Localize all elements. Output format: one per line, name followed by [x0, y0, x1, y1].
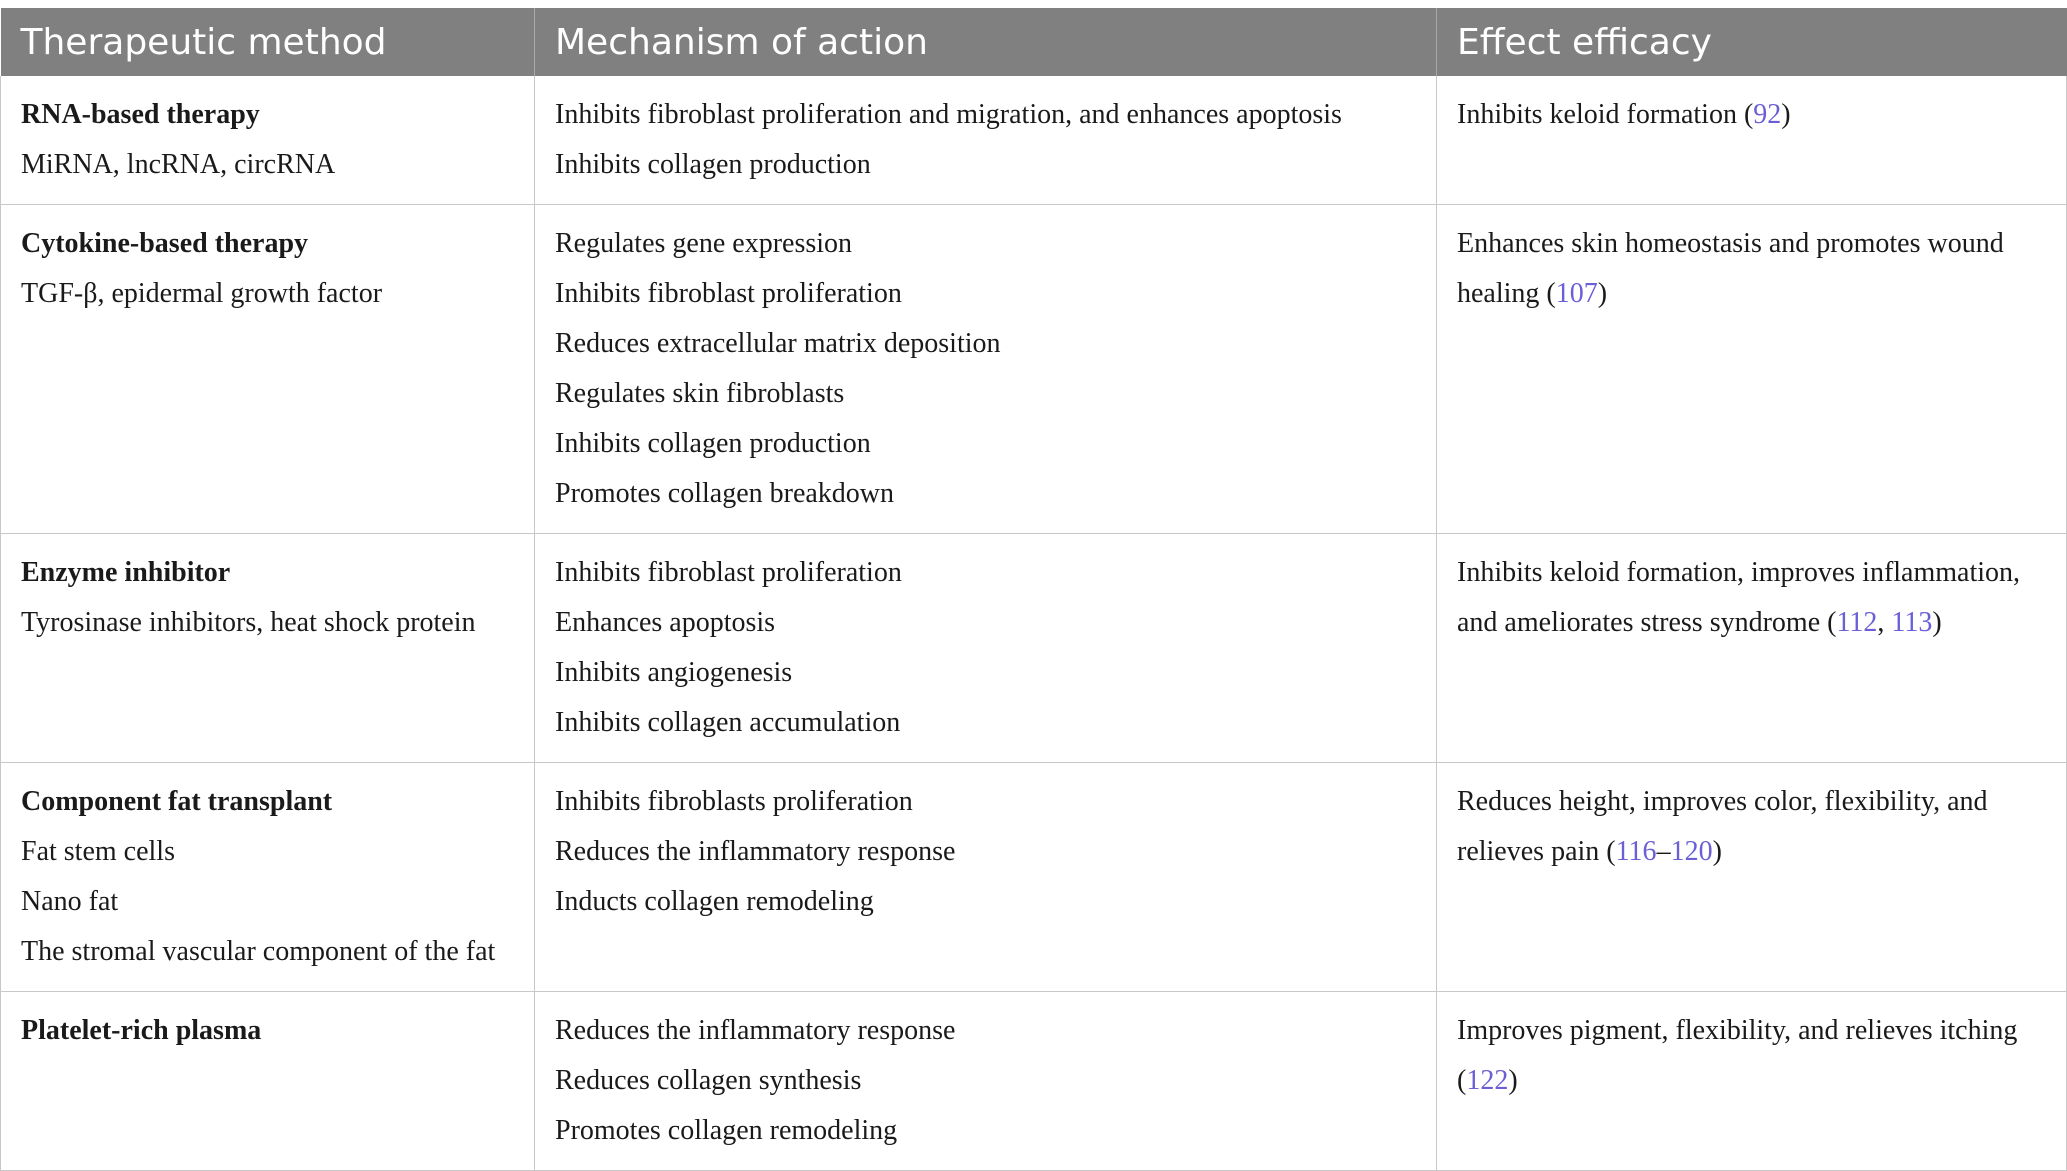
- table-row: [1, 763, 2067, 992]
- reference-close: ): [1932, 607, 1942, 638]
- table-row: [1, 205, 2067, 534]
- method-item: MiRNA, lncRNA, circRNA: [21, 149, 336, 180]
- reference-close: ): [1712, 836, 1722, 867]
- method-title: Enzyme inhibitor: [21, 557, 231, 588]
- mechanism-item: Regulates skin fibroblasts: [555, 378, 845, 409]
- effect-description: Improves pigment, flexibility, and relieves itching (: [1457, 1015, 2018, 1096]
- method-cell: [1, 763, 535, 992]
- mechanism-item: Inhibits fibroblast proliferation and migration, and enhances apoptosis: [555, 99, 1342, 130]
- mechanism-cell: [535, 534, 1437, 763]
- mechanism-item: Enhances apoptosis: [555, 607, 776, 638]
- effect-text: [1457, 777, 2046, 877]
- mechanism-item: Promotes collagen remodeling: [555, 1115, 898, 1146]
- reference-close: ): [1597, 278, 1608, 309]
- effect-description: Inhibits keloid formation, improves inflammation, and ameliorates stress syndrome (: [1457, 557, 2021, 638]
- mechanism-item: Reduces collagen synthesis: [555, 1065, 862, 1096]
- table-body: [1, 76, 2067, 1171]
- reference-link[interactable]: 113: [1891, 607, 1933, 638]
- effect-description: Enhances skin homeostasis and promotes wound healing (: [1457, 228, 2004, 309]
- method-item: Nano fat: [21, 886, 119, 917]
- header-mechanism-of-action: Mechanism of action: [535, 8, 1437, 76]
- mechanism-item: Inhibits collagen accumulation: [555, 707, 901, 738]
- table-row: [1, 992, 2067, 1171]
- mechanism-item: Inhibits fibroblast proliferation: [555, 557, 902, 588]
- effect-cell: [1437, 763, 2067, 992]
- mechanism-item: Regulates gene expression: [555, 228, 853, 259]
- reference-link[interactable]: 92: [1753, 99, 1782, 130]
- effect-cell: [1437, 76, 2067, 205]
- table-row: [1, 76, 2067, 205]
- method-cell: [1, 534, 535, 763]
- reference-separator: ,: [1877, 607, 1892, 638]
- header-effect-efficacy: Effect efficacy: [1437, 8, 2067, 76]
- reference-link[interactable]: 107: [1555, 278, 1598, 309]
- header-therapeutic-method: Therapeutic method: [1, 8, 535, 76]
- reference-link[interactable]: 122: [1466, 1065, 1509, 1096]
- therapy-table: [0, 8, 2067, 1171]
- mechanism-item: Inducts collagen remodeling: [555, 886, 874, 917]
- effect-text: [1457, 90, 2046, 140]
- effect-cell: [1437, 534, 2067, 763]
- method-cell: [1, 76, 535, 205]
- mechanism-cell: [535, 992, 1437, 1171]
- mechanism-item: Inhibits collagen production: [555, 428, 871, 459]
- table-header: [1, 8, 2067, 76]
- method-title: Platelet-rich plasma: [21, 1015, 262, 1046]
- method-cell: [1, 992, 535, 1171]
- effect-cell: [1437, 205, 2067, 534]
- reference-link[interactable]: 120: [1670, 836, 1713, 867]
- mechanism-item: Reduces the inflammatory response: [555, 1015, 956, 1046]
- method-title: Cytokine-based therapy: [21, 228, 309, 259]
- effect-cell: [1437, 992, 2067, 1171]
- mechanism-item: Inhibits fibroblasts proliferation: [555, 786, 913, 817]
- effect-description: Reduces height, improves color, flexibility, and relieves pain (: [1457, 786, 1988, 867]
- mechanism-cell: [535, 763, 1437, 992]
- effect-text: [1457, 548, 2046, 648]
- mechanism-item: Reduces extracellular matrix deposition: [555, 328, 1001, 359]
- mechanism-item: Reduces the inflammatory response: [555, 836, 956, 867]
- method-title: RNA-based therapy: [21, 99, 260, 130]
- mechanism-cell: [535, 205, 1437, 534]
- method-item: The stromal vascular component of the fat: [21, 936, 496, 967]
- reference-separator: –: [1656, 836, 1671, 867]
- mechanism-item: Inhibits angiogenesis: [555, 657, 793, 688]
- reference-link[interactable]: 112: [1836, 607, 1878, 638]
- method-title: Component fat transplant: [21, 786, 333, 817]
- effect-text: [1457, 219, 2046, 319]
- therapy-table-container: [0, 8, 2067, 1171]
- mechanism-cell: [535, 76, 1437, 205]
- table-row: [1, 534, 2067, 763]
- header-row: [1, 8, 2067, 76]
- method-cell: [1, 205, 535, 534]
- effect-description: Inhibits keloid formation (: [1457, 99, 1754, 130]
- mechanism-item: Inhibits collagen production: [555, 149, 871, 180]
- method-item: Fat stem cells: [21, 836, 175, 867]
- reference-close: ): [1508, 1065, 1518, 1096]
- effect-text: [1457, 1006, 2046, 1106]
- mechanism-item: Promotes collagen breakdown: [555, 478, 895, 509]
- method-item: TGF-β, epidermal growth factor: [21, 278, 383, 309]
- mechanism-item: Inhibits fibroblast proliferation: [555, 278, 902, 309]
- reference-close: ): [1781, 99, 1791, 130]
- method-item: Tyrosinase inhibitors, heat shock protein: [21, 607, 476, 638]
- reference-link[interactable]: 116: [1615, 836, 1657, 867]
